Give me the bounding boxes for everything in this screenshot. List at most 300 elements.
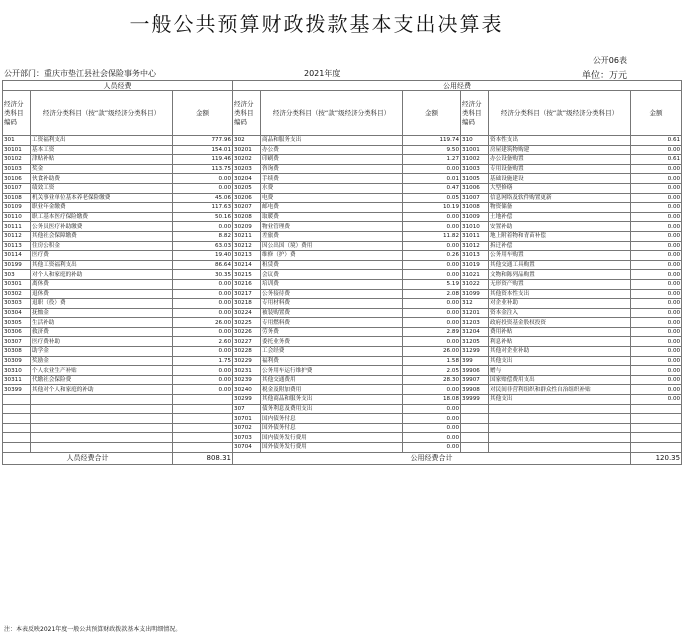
cell-amount: 0.00 (403, 318, 461, 328)
table-row (3, 212, 682, 222)
cell-amount: 0.00 (631, 222, 682, 232)
cell-code: 30704 (233, 443, 261, 453)
cell-code: 31099 (461, 289, 489, 299)
cell-amount: 0.00 (173, 289, 233, 299)
cell-code (461, 433, 489, 443)
cell-code: 30201 (233, 145, 261, 155)
column-header-code: 经济分类科目编码 (461, 91, 489, 136)
cell-amount: 0.00 (173, 327, 233, 337)
cell-name: 奖励金 (31, 356, 173, 366)
cell-name (31, 423, 173, 433)
table-row (3, 136, 682, 146)
cell-amount: 0.00 (173, 347, 233, 357)
cell-name (489, 414, 631, 424)
cell-amount: 0.00 (631, 347, 682, 357)
cell-name: 电费 (261, 193, 403, 203)
cell-name: 国内债务付息 (261, 414, 403, 424)
cell-amount: 0.00 (631, 164, 682, 174)
personnel-total-value: 808.31 (173, 452, 233, 464)
cell-code: 31008 (461, 203, 489, 213)
cell-code: 30114 (3, 251, 31, 261)
cell-name: 信息网络及软件购置更新 (489, 193, 631, 203)
cell-amount: 0.00 (403, 443, 461, 453)
cell-amount: 0.00 (631, 260, 682, 270)
cell-name: 基础设施建设 (489, 174, 631, 184)
cell-amount: 0.00 (403, 241, 461, 251)
cell-name: 公务员医疗补助缴费 (31, 222, 173, 232)
cell-amount: 86.64 (173, 260, 233, 270)
cell-amount: 0.00 (403, 270, 461, 280)
cell-code: 30308 (3, 347, 31, 357)
cell-amount (173, 423, 233, 433)
cell-name: 基本工资 (31, 145, 173, 155)
cell-amount: 0.00 (173, 375, 233, 385)
cell-code: 30217 (233, 289, 261, 299)
cell-name: 代缴社会保险费 (31, 375, 173, 385)
cell-amount: 117.63 (173, 203, 233, 213)
cell-name: 绩效工资 (31, 183, 173, 193)
cell-name: 劳务费 (261, 327, 403, 337)
report-meta (4, 68, 629, 80)
cell-name (489, 433, 631, 443)
cell-code: 30101 (3, 145, 31, 155)
cell-amount: 0.00 (403, 260, 461, 270)
cell-code: 31002 (461, 155, 489, 165)
cell-amount: 2.05 (403, 366, 461, 376)
cell-code: 30224 (233, 308, 261, 318)
cell-name: 办公费 (261, 145, 403, 155)
cell-code: 310 (461, 136, 489, 146)
cell-name: 医疗费 (31, 251, 173, 261)
cell-name: 其他工资福利支出 (31, 260, 173, 270)
cell-name: 租赁费 (261, 260, 403, 270)
cell-code: 30303 (3, 299, 31, 309)
table-row (3, 222, 682, 232)
column-header-amount: 金额 (173, 91, 233, 136)
cell-name: 文物和陈列品购置 (489, 270, 631, 280)
cell-code: 30215 (233, 270, 261, 280)
cell-code: 30213 (233, 251, 261, 261)
table-row (3, 174, 682, 184)
cell-name: 职业年金缴费 (31, 203, 173, 213)
department-label: 公开部门：重庆市垫江县社会保险事务中心 (4, 69, 156, 78)
cell-amount (631, 423, 682, 433)
cell-name (31, 414, 173, 424)
cell-code (461, 443, 489, 453)
cell-code: 30307 (3, 337, 31, 347)
report-title: 一般公共预算财政拨款基本支出决算表 (129, 12, 504, 36)
cell-name: 差旅费 (261, 231, 403, 241)
cell-name: 物业管理费 (261, 222, 403, 232)
cell-name: 商品和服务支出 (261, 136, 403, 146)
cell-name: 因公出国（境）费用 (261, 241, 403, 251)
cell-code: 303 (3, 270, 31, 280)
cell-code: 31204 (461, 327, 489, 337)
table-row (3, 443, 682, 453)
cell-code: 30229 (233, 356, 261, 366)
cell-amount (631, 433, 682, 443)
cell-amount: 26.00 (403, 347, 461, 357)
cell-amount: 0.00 (631, 270, 682, 280)
cell-code: 30103 (3, 164, 31, 174)
table-row (3, 155, 682, 165)
cell-code (3, 404, 31, 414)
cell-name: 机关事业单位基本养老保险缴费 (31, 193, 173, 203)
cell-amount: 154.01 (173, 145, 233, 155)
cell-amount: 0.61 (631, 136, 682, 146)
cell-code: 31021 (461, 270, 489, 280)
cell-amount: 0.05 (403, 193, 461, 203)
table-row (3, 299, 682, 309)
cell-amount: 0.00 (403, 404, 461, 414)
table-row (3, 145, 682, 155)
cell-amount: 1.58 (403, 356, 461, 366)
cell-amount: 0.00 (403, 385, 461, 395)
cell-name: 职工基本医疗保险缴费 (31, 212, 173, 222)
cell-amount: 26.00 (173, 318, 233, 328)
public-total-label: 公用经费合计 (233, 452, 631, 464)
cell-amount: 9.50 (403, 145, 461, 155)
cell-amount: 0.00 (631, 212, 682, 222)
cell-name: 大型修缮 (489, 183, 631, 193)
cell-name (31, 443, 173, 453)
cell-amount: 0.00 (631, 356, 682, 366)
cell-name: 对个人和家庭的补助 (31, 270, 173, 280)
cell-code (461, 423, 489, 433)
cell-code: 30106 (3, 174, 31, 184)
cell-code: 30311 (3, 375, 31, 385)
table-row (3, 414, 682, 424)
table-row (3, 423, 682, 433)
cell-amount: 2.08 (403, 289, 461, 299)
personnel-total-label: 人员经费合计 (3, 452, 173, 464)
cell-amount (631, 404, 682, 414)
cell-amount: 0.00 (403, 212, 461, 222)
cell-amount: 2.60 (173, 337, 233, 347)
cell-amount: 0.00 (173, 222, 233, 232)
cell-amount: 0.00 (173, 174, 233, 184)
cell-code: 30302 (3, 289, 31, 299)
cell-code: 30205 (233, 183, 261, 193)
cell-code: 31203 (461, 318, 489, 328)
cell-name: 邮电费 (261, 203, 403, 213)
table-row (3, 366, 682, 376)
cell-code: 31010 (461, 222, 489, 232)
cell-code: 307 (233, 404, 261, 414)
cell-code: 30306 (3, 327, 31, 337)
cell-name: 税金及附加费用 (261, 385, 403, 395)
column-header-code: 经济分类科目编码 (3, 91, 31, 136)
cell-name: 拆迁补偿 (489, 241, 631, 251)
cell-amount: 0.00 (631, 251, 682, 261)
cell-amount: 18.08 (403, 395, 461, 405)
cell-code (3, 433, 31, 443)
cell-amount: 0.00 (173, 299, 233, 309)
cell-code: 30703 (233, 433, 261, 443)
cell-code: 30305 (3, 318, 31, 328)
cell-amount (173, 395, 233, 405)
table-row (3, 260, 682, 270)
cell-name: 其他交通费用 (261, 375, 403, 385)
cell-code: 302 (233, 136, 261, 146)
cell-name (31, 395, 173, 405)
cell-code: 30199 (3, 260, 31, 270)
cell-amount: 0.00 (631, 241, 682, 251)
cell-amount: 0.00 (631, 174, 682, 184)
cell-amount (173, 443, 233, 453)
column-header-amount: 金额 (403, 91, 461, 136)
cell-name: 其他商品和服务支出 (261, 395, 403, 405)
cell-code: 30301 (3, 279, 31, 289)
cell-name: 国内债务发行费用 (261, 433, 403, 443)
public-total-value: 120.35 (631, 452, 682, 464)
cell-code: 30214 (233, 260, 261, 270)
cell-name (489, 404, 631, 414)
cell-code: 31201 (461, 308, 489, 318)
cell-name (31, 404, 173, 414)
table-row (3, 251, 682, 261)
cell-name: 其他支出 (489, 395, 631, 405)
cell-code: 30202 (233, 155, 261, 165)
cell-name: 培训费 (261, 279, 403, 289)
cell-amount: 19.40 (173, 251, 233, 261)
cell-amount: 50.16 (173, 212, 233, 222)
cell-amount: 0.00 (403, 308, 461, 318)
cell-amount: 0.00 (631, 183, 682, 193)
cell-name: 房屋建筑物购建 (489, 145, 631, 155)
cell-code: 30309 (3, 356, 31, 366)
table-row (3, 289, 682, 299)
cell-code: 30102 (3, 155, 31, 165)
cell-amount: 45.06 (173, 193, 233, 203)
cell-code: 31205 (461, 337, 489, 347)
cell-name: 其他支出 (489, 356, 631, 366)
cell-code: 30206 (233, 193, 261, 203)
cell-code (3, 395, 31, 405)
cell-name: 津贴补贴 (31, 155, 173, 165)
table-row (3, 337, 682, 347)
currency-unit: 单位：万元 (581, 71, 627, 81)
cell-amount: 0.00 (173, 308, 233, 318)
table-row (3, 270, 682, 280)
cell-name: 抚恤金 (31, 308, 173, 318)
cell-amount: 28.30 (403, 375, 461, 385)
cell-name: 其他资本性支出 (489, 289, 631, 299)
cell-code: 30299 (233, 395, 261, 405)
fiscal-year: 2021年度 (304, 69, 341, 78)
cell-amount: 0.47 (403, 183, 461, 193)
table-row (3, 375, 682, 385)
cell-name: 对民间非营利组织和群众性自治组织补贴 (489, 385, 631, 395)
cell-amount: 8.82 (173, 231, 233, 241)
cell-code: 30702 (233, 423, 261, 433)
cell-code: 39908 (461, 385, 489, 395)
cell-amount: 0.00 (403, 423, 461, 433)
cell-amount: 2.89 (403, 327, 461, 337)
cell-code: 30218 (233, 299, 261, 309)
cell-name: 安置补助 (489, 222, 631, 232)
form-number: 公开06表 (592, 56, 627, 65)
cell-name: 医疗费补助 (31, 337, 173, 347)
cell-amount: 119.74 (403, 136, 461, 146)
cell-code: 30207 (233, 203, 261, 213)
personnel-section-header: 人员经费 (3, 81, 233, 91)
cell-code: 30310 (3, 366, 31, 376)
cell-code: 30239 (233, 375, 261, 385)
cell-code: 30216 (233, 279, 261, 289)
cell-amount: 0.00 (631, 337, 682, 347)
cell-code: 39999 (461, 395, 489, 405)
table-row (3, 327, 682, 337)
cell-name: 咨询费 (261, 164, 403, 174)
footnote: 注：本表反映2021年度一般公共预算财政拨款基本支出明细情况。 (4, 626, 182, 633)
cell-code: 30107 (3, 183, 31, 193)
cell-code: 31013 (461, 251, 489, 261)
cell-code: 31005 (461, 174, 489, 184)
cell-code: 30111 (3, 222, 31, 232)
cell-amount: 0.00 (631, 145, 682, 155)
table-row (3, 404, 682, 414)
table-row (3, 164, 682, 174)
cell-amount (173, 414, 233, 424)
cell-code: 30109 (3, 203, 31, 213)
cell-name (489, 443, 631, 453)
cell-code: 30211 (233, 231, 261, 241)
cell-name: 退职（役）费 (31, 299, 173, 309)
cell-name: 退休费 (31, 289, 173, 299)
column-header-name: 经济分类科目（按“款”级经济分类科目） (261, 91, 403, 136)
table-row (3, 231, 682, 241)
cell-name: 资本金注入 (489, 308, 631, 318)
cell-amount: 1.75 (173, 356, 233, 366)
table-row (3, 433, 682, 443)
cell-name: 公务用车购置 (489, 251, 631, 261)
cell-code: 31011 (461, 231, 489, 241)
cell-name: 工会经费 (261, 347, 403, 357)
cell-name: 专用材料费 (261, 299, 403, 309)
table-row (3, 347, 682, 357)
cell-name: 工资福利支出 (31, 136, 173, 146)
cell-name: 赠与 (489, 366, 631, 376)
cell-amount: 10.19 (403, 203, 461, 213)
cell-amount: 0.00 (631, 327, 682, 337)
cell-name: 公务接待费 (261, 289, 403, 299)
cell-amount: 0.00 (403, 299, 461, 309)
cell-code: 399 (461, 356, 489, 366)
column-header-name: 经济分类科目（按“款”级经济分类科目） (31, 91, 173, 136)
cell-amount: 777.96 (173, 136, 233, 146)
cell-code: 31012 (461, 241, 489, 251)
table-row (3, 279, 682, 289)
cell-code: 30225 (233, 318, 261, 328)
cell-name: 土地补偿 (489, 212, 631, 222)
cell-amount: 0.00 (631, 318, 682, 328)
cell-amount: 0.00 (631, 308, 682, 318)
cell-code: 31003 (461, 164, 489, 174)
cell-name: 国外债务付息 (261, 423, 403, 433)
cell-code: 30212 (233, 241, 261, 251)
cell-amount: 0.61 (631, 155, 682, 165)
cell-name: 其他社会保障缴费 (31, 231, 173, 241)
cell-code: 30108 (3, 193, 31, 203)
cell-code: 30304 (3, 308, 31, 318)
cell-amount: 11.82 (403, 231, 461, 241)
cell-amount: 0.00 (173, 385, 233, 395)
cell-amount: 0.00 (631, 375, 682, 385)
table-row (3, 318, 682, 328)
cell-code: 30226 (233, 327, 261, 337)
cell-amount: 63.03 (173, 241, 233, 251)
cell-code (461, 404, 489, 414)
cell-code: 31022 (461, 279, 489, 289)
cell-name: 其他对企业补助 (489, 347, 631, 357)
cell-name (31, 433, 173, 443)
table-row (3, 193, 682, 203)
cell-code (3, 414, 31, 424)
cell-name: 债务利息及费用支出 (261, 404, 403, 414)
cell-name: 专用设备购置 (489, 164, 631, 174)
cell-amount: 0.00 (631, 395, 682, 405)
cell-code: 312 (461, 299, 489, 309)
cell-amount: 0.00 (631, 193, 682, 203)
cell-code: 30110 (3, 212, 31, 222)
cell-code: 30113 (3, 241, 31, 251)
cell-name: 取暖费 (261, 212, 403, 222)
cell-name: 专用燃料费 (261, 318, 403, 328)
cell-name: 助学金 (31, 347, 173, 357)
cell-code: 39906 (461, 366, 489, 376)
cell-amount (173, 404, 233, 414)
cell-name: 印刷费 (261, 155, 403, 165)
cell-amount: 0.00 (631, 231, 682, 241)
table-row (3, 203, 682, 213)
cell-code (461, 414, 489, 424)
table-row (3, 241, 682, 251)
cell-code: 30208 (233, 212, 261, 222)
cell-name: 伙食补助费 (31, 174, 173, 184)
cell-name: 救济费 (31, 327, 173, 337)
cell-code: 30240 (233, 385, 261, 395)
cell-code: 30209 (233, 222, 261, 232)
cell-code: 30228 (233, 347, 261, 357)
cell-name: 利息补贴 (489, 337, 631, 347)
cell-code: 31001 (461, 145, 489, 155)
cell-name: 地上附着物和青苗补偿 (489, 231, 631, 241)
cell-name: 公务用车运行维护费 (261, 366, 403, 376)
cell-name: 手续费 (261, 174, 403, 184)
public-section-header: 公用经费 (233, 81, 682, 91)
cell-amount: 30.35 (173, 270, 233, 280)
cell-name: 对企业补助 (489, 299, 631, 309)
cell-code: 31007 (461, 193, 489, 203)
cell-amount: 0.01 (403, 174, 461, 184)
cell-name: 会议费 (261, 270, 403, 280)
cell-code (3, 423, 31, 433)
cell-code: 301 (3, 136, 31, 146)
cell-name: 住房公积金 (31, 241, 173, 251)
table-row (3, 385, 682, 395)
cell-amount: 113.75 (173, 164, 233, 174)
cell-name: 办公设备购置 (489, 155, 631, 165)
cell-code: 30399 (3, 385, 31, 395)
column-header-amount: 金额 (631, 91, 682, 136)
cell-name: 离休费 (31, 279, 173, 289)
cell-name: 国外债务发行费用 (261, 443, 403, 453)
cell-code (3, 443, 31, 453)
cell-amount: 0.00 (403, 222, 461, 232)
cell-amount: 0.00 (631, 366, 682, 376)
cell-name: 被装购置费 (261, 308, 403, 318)
